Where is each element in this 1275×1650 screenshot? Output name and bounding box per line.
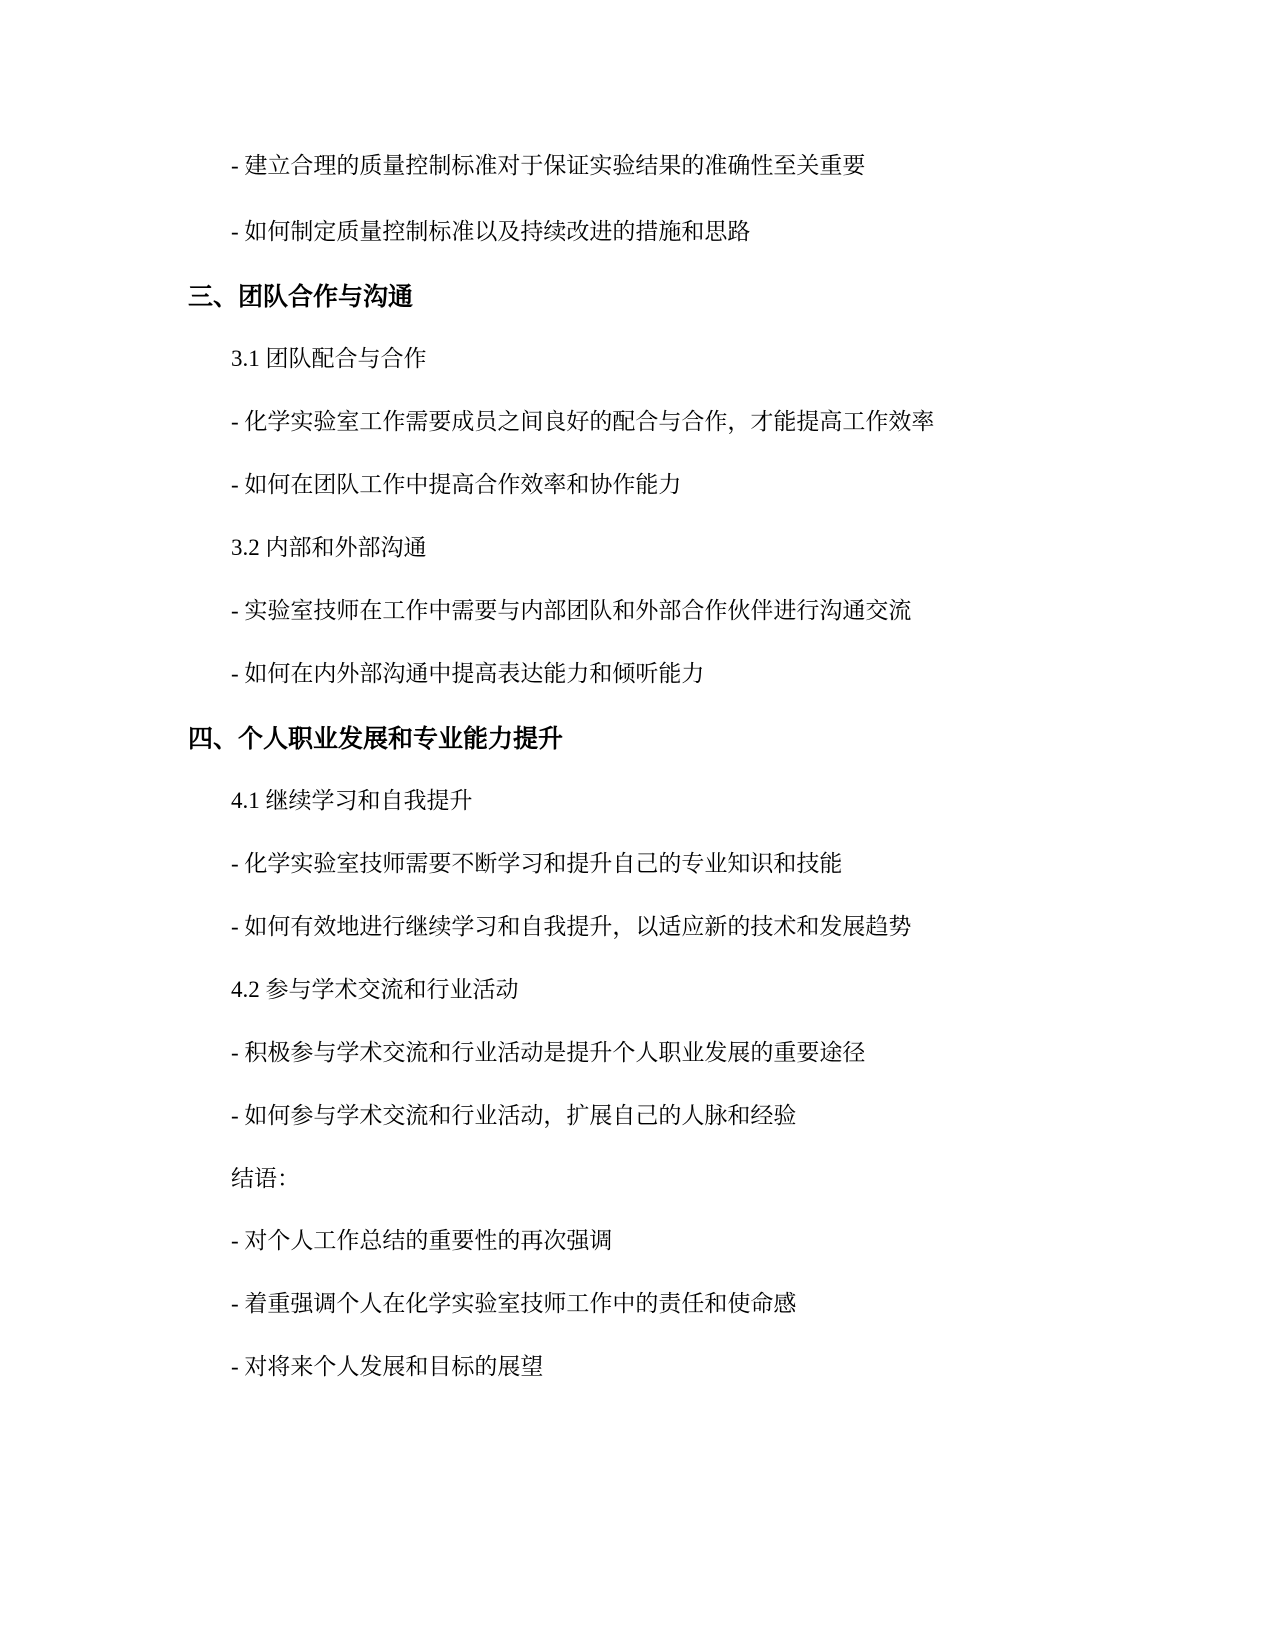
section-heading-4: 四、个人职业发展和专业能力提升 xyxy=(188,726,564,753)
bullet-line-communication-how: - 如何在内外部沟通中提高表达能力和倾听能力 xyxy=(231,661,705,686)
subsection-heading-4-1: 4.1 继续学习和自我提升 xyxy=(231,788,473,813)
bullet-line-teamwork-how: - 如何在团队工作中提高合作效率和协作能力 xyxy=(231,472,682,497)
bullet-line-conclusion-summary: - 对个人工作总结的重要性的再次强调 xyxy=(231,1228,613,1253)
bullet-line-conclusion-responsibility: - 着重强调个人在化学实验室技师工作中的责任和使命感 xyxy=(231,1291,797,1316)
bullet-line-conclusion-outlook: - 对将来个人发展和目标的展望 xyxy=(231,1354,544,1379)
subsection-heading-3-2: 3.2 内部和外部沟通 xyxy=(231,535,427,560)
bullet-line-teamwork-need: - 化学实验室工作需要成员之间良好的配合与合作，才能提高工作效率 xyxy=(231,409,935,434)
subsection-heading-4-2: 4.2 参与学术交流和行业活动 xyxy=(231,977,519,1002)
subsection-heading-3-1: 3.1 团队配合与合作 xyxy=(231,346,427,371)
bullet-line-communication-need: - 实验室技师在工作中需要与内部团队和外部合作伙伴进行沟通交流 xyxy=(231,598,912,623)
bullet-line-academic-exchange-how: - 如何参与学术交流和行业活动，扩展自己的人脉和经验 xyxy=(231,1103,797,1128)
bullet-line-learning-how: - 如何有效地进行继续学习和自我提升，以适应新的技术和发展趋势 xyxy=(231,914,912,939)
conclusion-heading: 结语： xyxy=(231,1166,300,1191)
bullet-line-quality-standard-how: - 如何制定质量控制标准以及持续改进的措施和思路 xyxy=(231,219,751,244)
bullet-line-academic-exchange-importance: - 积极参与学术交流和行业活动是提升个人职业发展的重要途径 xyxy=(231,1040,866,1065)
bullet-line-learning-need: - 化学实验室技师需要不断学习和提升自己的专业知识和技能 xyxy=(231,851,843,876)
bullet-line-quality-standard-importance: - 建立合理的质量控制标准对于保证实验结果的准确性至关重要 xyxy=(231,153,866,178)
section-heading-3: 三、团队合作与沟通 xyxy=(188,284,414,311)
